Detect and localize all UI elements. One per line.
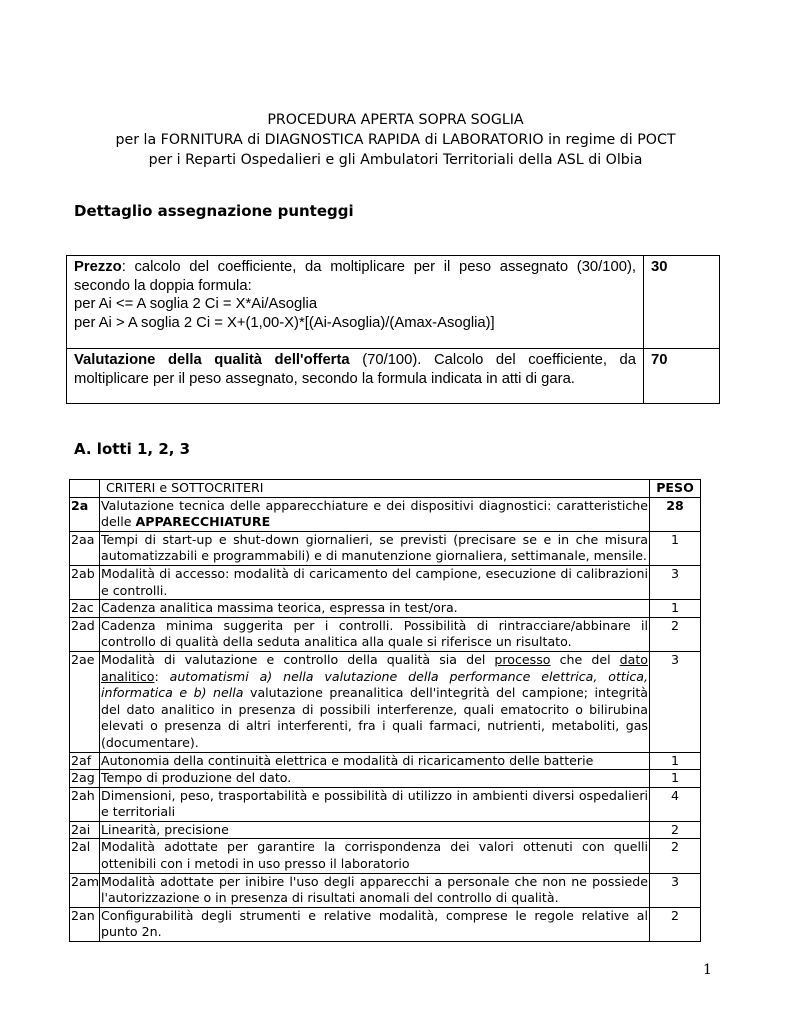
- row-code: 2am: [70, 873, 100, 907]
- row-code: 2ag: [70, 770, 100, 788]
- row-2ae-italic: automatismi a) nella valutazione della performance elettrica, ottica, informatica e b) nella: [101, 668, 648, 701]
- row-description: Tempi di start-up e shut-down giornalieri, se previsti (precisare se e in che misura automatizzabili e programmabili) e di manutenzione giornaliera, settimanale, mensile.: [100, 531, 650, 565]
- table-row: [70, 617, 701, 651]
- prezzo-label: Prezzo: [74, 259, 122, 275]
- prezzo-formula-2: per Ai > A soglia 2 Ci = X+(1,00-X)*[(Ai-Asoglia)/(Amax-Asoglia)]: [74, 314, 495, 331]
- row-peso: 1: [650, 770, 701, 788]
- header-criteria: CRITERI e SOTTOCRITERI: [100, 480, 650, 498]
- row-description: Linearità, precisione: [100, 821, 650, 839]
- row-2ae-processo: processo: [494, 651, 551, 667]
- page-number: 1: [703, 962, 712, 978]
- qualita-description: [67, 349, 644, 404]
- title-line-2: per la FORNITURA di DIAGNOSTICA RAPIDA di LABORATORIO in regime di POCT: [115, 132, 676, 148]
- row-code: 2ae: [70, 651, 100, 752]
- prezzo-formula-1: per Ai <= A soglia 2 Ci = X*Ai/Asoglia: [74, 296, 318, 312]
- row-code: 2ah: [70, 787, 100, 821]
- row-description: [100, 497, 650, 531]
- row-2a-bold-text: APPARECCHIATURE: [135, 514, 271, 530]
- row-description: Autonomia della continuità elettrica e modalità di ricaricamento delle batterie: [100, 752, 650, 770]
- row-2ae-part-2: che del: [550, 651, 620, 667]
- row-2ae-part-4: valutazione preanalitica dell'integrità del campione; integrità del dato analitico in presenza di possibili interferenze, quali ematocrito o bilirubina elevati o presenza di altri interferenti, fra i quali farmaci, nutrienti, metaboliti, gas (documentare).: [101, 685, 648, 750]
- table-row: [70, 839, 701, 873]
- score-assignment-table: [66, 255, 720, 404]
- row-code: 2al: [70, 839, 100, 873]
- row-2ae-part-1: Modalità di valutazione e controllo della qualità sia del: [101, 651, 495, 667]
- row-peso: 3: [650, 651, 701, 752]
- criteria-header-row: [70, 480, 701, 498]
- score-row-prezzo: [67, 256, 720, 349]
- row-code: 2aa: [70, 531, 100, 565]
- table-row: [70, 907, 701, 941]
- table-row: [70, 565, 701, 599]
- row-description: Tempo di produzione del dato.: [100, 770, 650, 788]
- row-peso: 2: [650, 617, 701, 651]
- row-code: 2ac: [70, 600, 100, 618]
- header-peso: PESO: [650, 480, 701, 498]
- row-peso: 3: [650, 873, 701, 907]
- row-peso: 2: [650, 907, 701, 941]
- table-row: [70, 821, 701, 839]
- row-peso: 28: [650, 497, 701, 531]
- row-description: [100, 651, 650, 752]
- row-peso: 1: [650, 752, 701, 770]
- row-description: Dimensioni, peso, trasportabilità e possibilità di utilizzo in ambienti diversi ospedalieri e territoriali: [100, 787, 650, 821]
- row-peso: 2: [650, 839, 701, 873]
- row-code: 2an: [70, 907, 100, 941]
- row-peso: 2: [650, 821, 701, 839]
- row-peso: 1: [650, 600, 701, 618]
- prezzo-text: : calcolo del coefficiente, da moltiplicare per il peso assegnato (30/100), secondo la doppia formula:: [74, 259, 636, 294]
- table-row: [70, 497, 701, 531]
- table-row: [70, 651, 701, 752]
- row-code: 2ad: [70, 617, 100, 651]
- row-peso: 3: [650, 565, 701, 599]
- prezzo-description: [67, 256, 644, 349]
- table-row: [70, 873, 701, 907]
- score-row-qualita: [67, 349, 720, 404]
- qualita-label: Valutazione della qualità dell'offerta: [74, 352, 350, 368]
- row-code: 2ab: [70, 565, 100, 599]
- row-description: Configurabilità degli strumenti e relative modalità, comprese le regole relative al punto 2n.: [100, 907, 650, 941]
- section-heading-punteggi: Dettaglio assegnazione punteggi: [74, 202, 354, 220]
- document-title: [0, 110, 791, 170]
- qualita-points: 70: [644, 349, 720, 404]
- row-code: 2ai: [70, 821, 100, 839]
- row-description: Modalità adottate per garantire la corrispondenza dei valori ottenuti con quelli ottenibili con i metodi in uso presso il laboratorio: [100, 839, 650, 873]
- row-description: Modalità adottate per inibire l'uso degli apparecchi a personale che non ne possiede l'autorizzazione o in presenza di risultati anomali del controllo di qualità.: [100, 873, 650, 907]
- table-row: [70, 600, 701, 618]
- row-description: Cadenza analitica massima teorica, espressa in test/ora.: [100, 600, 650, 618]
- table-row: [70, 531, 701, 565]
- row-code: 2af: [70, 752, 100, 770]
- row-peso: 1: [650, 531, 701, 565]
- row-code: 2a: [70, 497, 100, 531]
- title-line-1: PROCEDURA APERTA SOPRA SOGLIA: [267, 112, 524, 128]
- lotti-heading: A. lotti 1, 2, 3: [74, 440, 191, 458]
- row-2ae-dato-analitico: dato analitico: [101, 651, 648, 684]
- prezzo-points: 30: [644, 256, 720, 349]
- qualita-text: (70/100). Calcolo del coefficiente, da moltiplicare per il peso assegnato, secondo la formula indicata in atti di gara.: [74, 352, 636, 387]
- criteria-table: [69, 479, 701, 942]
- row-description: Modalità di accesso: modalità di caricamento del campione, esecuzione di calibrazioni e controlli.: [100, 565, 650, 599]
- table-row: [70, 787, 701, 821]
- row-2ae-part-3: :: [154, 668, 170, 684]
- row-peso: 4: [650, 787, 701, 821]
- row-description: Cadenza minima suggerita per i controlli. Possibilità di rintracciare/abbinare il controllo di qualità della seduta analitica alla quale si riferisce un risultato.: [100, 617, 650, 651]
- table-row: [70, 770, 701, 788]
- title-line-3: per i Reparti Ospedalieri e gli Ambulatori Territoriali della ASL di Olbia: [148, 152, 643, 168]
- header-code-cell: [70, 480, 100, 498]
- row-2a-text: Valutazione tecnica delle apparecchiature e dei dispositivi diagnostici: caratteristiche delle: [101, 497, 648, 530]
- table-row: [70, 752, 701, 770]
